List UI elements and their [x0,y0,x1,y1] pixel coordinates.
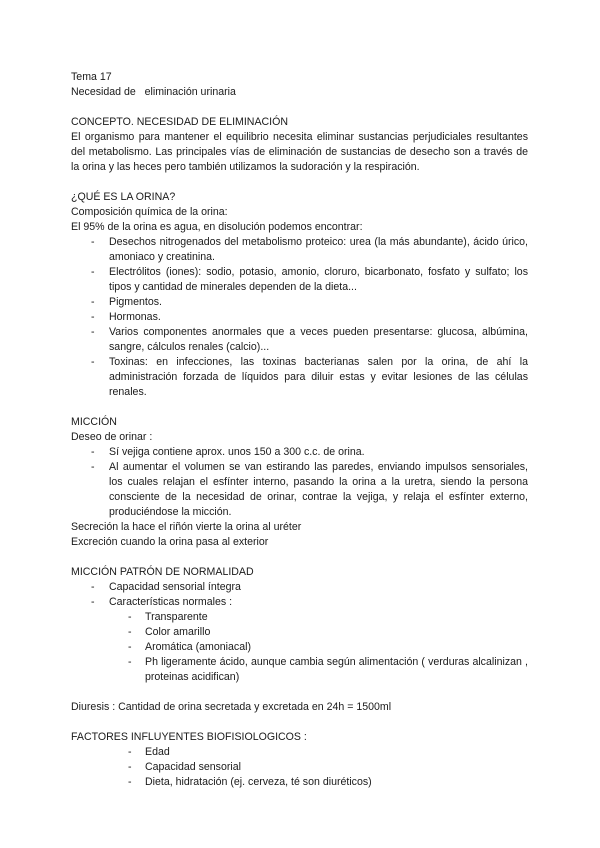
list-item: - Capacidad sensorial [71,760,528,775]
deseo-list [71,445,528,520]
normalidad-list [71,580,528,685]
list-item: - Color amarillo [109,625,528,640]
section-concepto-paragraph: El organismo para mantener el equilibrio necesita eliminar sustancias perjudiciales resultantes del metabolismo. Las principales vías de eliminación de sustancias de desecho son a través de la orina y las heces pero también utilizamos la sudoración y la respiración. [71,131,528,173]
list-item: - Electrólitos (iones): sodio, potasio, amonio, cloruro, bicarbonato, fosfato y sulfato; los tipos y cantidad de minerales dependen de la dieta... [71,265,528,295]
diuresis-line: Diuresis : Cantidad de orina secretada y excretada en 24h = 1500ml [71,701,392,713]
composicion-intro: El 95% de la orina es agua, en disolución podemos encontrar: [71,221,363,233]
caracteristicas-list [71,610,528,685]
list-item: - Edad [71,745,528,760]
composicion-list [71,235,528,400]
section-miccion-heading: MICCIÓN [71,416,117,428]
secrecion-line: Secreción la hace el riñón vierte la orina al uréter [71,521,302,533]
section-orina-heading: ¿QUÉ ES LA ORINA? [71,191,176,203]
list-item [71,595,528,685]
list-item: - Dieta, hidratación (ej. cerveza, té son diuréticos) [71,775,528,790]
list-item: - Toxinas: en infecciones, las toxinas bacterianas salen por la orina, de ahí la administración forzada de líquidos para diluir estas y evitar lesiones de las células renales. [71,355,528,400]
list-item: - Capacidad sensorial íntegra [71,580,528,595]
list-item: - Desechos nitrogenados del metabolismo proteico: urea (la más abundante), ácido úrico, amoniaco y creatinina. [71,235,528,265]
list-item: - Aromática (amoniacal) [109,640,528,655]
document-content [71,70,528,790]
deseo-subheading: Deseo de orinar : [71,431,153,443]
list-item: - Sí vejiga contiene aprox. unos 150 a 300 c.c. de orina. [71,445,528,460]
section-concepto-heading: CONCEPTO. NECESIDAD DE ELIMINACIÓN [71,116,289,128]
composicion-subheading: Composición química de la orina: [71,206,228,218]
excrecion-line: Excreción cuando la orina pasa al exterior [71,536,269,548]
list-item: - Varios componentes anormales que a veces pueden presentarse: glucosa, albúmina, sangre, cálculos renales (calcio)... [71,325,528,355]
list-item: - Ph ligeramente ácido, aunque cambia según alimentación ( verduras alcalinizan , proteinas acidifican) [109,655,528,685]
topic-number: Tema 17 [71,71,112,83]
section-factores-heading: FACTORES INFLUYENTES BIOFISIOLOGICOS : [71,731,307,743]
list-item: - Pigmentos. [71,295,528,310]
list-item: - Hormonas. [71,310,528,325]
list-item-label: Características normales : [109,596,233,608]
list-item: - Al aumentar el volumen se van estirando las paredes, enviando impulsos sensoriales, los cuales relajan el esfínter interno, pasando la orina a la uretra, siendo la persona consciente de la necesidad de orinar, contrae la vejiga, y relaja el esfínter externo, produciéndose la micción. [71,460,528,520]
section-normalidad-heading: MICCIÓN PATRÓN DE NORMALIDAD [71,566,254,578]
topic-title: Necesidad de eliminación urinaria [71,86,236,98]
factores-list [71,745,528,790]
list-item: - Transparente [109,610,528,625]
